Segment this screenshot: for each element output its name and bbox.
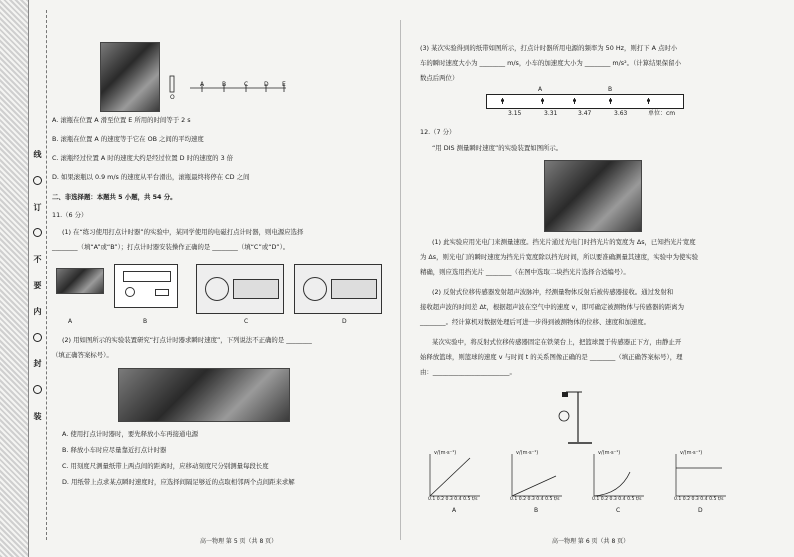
q12-intro: “用 DIS 测量瞬时速度”的实验装置如图所示。 — [432, 144, 563, 152]
device-b-display — [123, 271, 171, 282]
device-a-power-supply — [56, 268, 104, 294]
device-c-timer-mount — [196, 264, 284, 314]
graph-d — [672, 452, 728, 502]
graph-b-ylabel: v/(m·s⁻¹) — [516, 450, 539, 456]
q12-part1-line2: 为 Δs，则光电门的瞬时速度为挡光片宽度除以挡光时间，所以要准确测量其速度，实验中为使实验 — [420, 253, 699, 261]
binding-char: 装 — [33, 411, 42, 420]
q12-part3-line3: 由：________________________。 — [420, 368, 516, 376]
tape-value: 3.63 — [614, 110, 628, 117]
q12-part1-line1: (1) 此实验应用光电门来测量速度。挡光片通过光电门时挡光片的宽度为 Δs，已知挡光片宽度 — [432, 238, 696, 246]
bottle-slide-photo — [100, 42, 160, 112]
device-c-disk — [205, 277, 229, 301]
tape-tick — [610, 98, 611, 104]
q11-part3-line3: 数点后两位） — [420, 74, 459, 82]
question-11-number: 11.（6 分） — [52, 211, 88, 219]
device-b-knob — [125, 287, 135, 297]
paper-tape — [486, 94, 684, 109]
q12-part2-line3: ________。经计算机对数据处理后可进一步得到被测物体的位移、速度和加速度。 — [420, 318, 651, 326]
graph-c-ylabel: v/(m·s⁻¹) — [598, 450, 621, 456]
q11-part2-line1: (2) 用如图所示的实验装置研究“打点计时器求瞬时速度”，下列说法不正确的是 ________ — [62, 336, 312, 344]
bottle-position-figure — [168, 68, 293, 102]
binding-hole — [33, 385, 42, 394]
binding-char: 封 — [33, 359, 42, 368]
tape-tick — [574, 98, 575, 104]
q11-part3-line2: 车的瞬时速度大小为 ________ m/s，小车的加速度大小为 ________ m/s²。（计算结果保留小 — [420, 59, 681, 67]
section-title: 二、非选择题：本题共 5 小题，共 54 分。 — [52, 193, 177, 201]
device-d-timer-mount — [294, 264, 382, 314]
fig-label-b: B — [222, 81, 227, 88]
device-b-timer-box — [114, 264, 178, 308]
graph-c — [590, 452, 646, 502]
binding-strip — [30, 150, 44, 420]
binding-char: 内 — [33, 306, 42, 315]
q11-part2-option-a: A. 使用打点计时器时，要先释放小车再接通电源 — [62, 430, 199, 438]
q11-part2-option-d: D. 用纸带上点求某点瞬时速度时，应选择间隔足够近的点取相邻两个点间距来求解 — [62, 478, 295, 486]
q11-part1-line1: (1) 在“练习使用打点计时器”的实验中，某同学使用的电磁打点计时器，则电源应选择 — [62, 228, 304, 236]
binding-char: 线 — [33, 150, 42, 158]
graph-d-xticks: 0.1 0.2 0.3 0.4 0.5 t/s — [674, 497, 724, 502]
right-page-footer: 高一物理 第 6 页（共 8 页） — [552, 538, 630, 545]
tape-label-a: A — [538, 86, 543, 93]
fig-label-a: A — [200, 81, 205, 88]
tape-unit: 单位：cm — [648, 110, 676, 117]
cart-timer-photo — [118, 368, 290, 422]
device-d-disk — [303, 277, 327, 301]
graph-c-xticks: 0.1 0.2 0.3 0.4 0.5 t/s — [592, 497, 642, 502]
device-label-a: A — [68, 318, 73, 325]
graph-a-xticks: 0.1 0.2 0.3 0.4 0.5 t/s — [428, 497, 478, 502]
q11-part2-option-b: B. 释放小车时应尽量靠近打点计时器 — [62, 446, 167, 454]
tape-value: 3.15 — [508, 110, 522, 117]
q11-part2-line2: （填正确答案标号）。 — [52, 351, 113, 359]
tape-value: 3.47 — [578, 110, 592, 117]
graph-label-b: B — [534, 507, 539, 514]
question-12-number: 12.（7 分） — [420, 128, 456, 136]
tape-label-b: B — [608, 86, 613, 93]
fig-label-e: E — [282, 81, 286, 88]
left-page-footer: 高一物理 第 5 页（共 8 页） — [200, 538, 278, 545]
q12-part3-line1: 某次实验中，将反射式位移传感器固定在铁架台上，把篮球置于传感器正下方，由静止开 — [432, 338, 682, 346]
graph-label-c: C — [616, 507, 621, 514]
option-a: A. 滚瓶在位置 A 滑至位置 E 所用的时间等于 2 s — [52, 116, 191, 124]
binding-char: 订 — [33, 202, 42, 211]
fig-label-d: D — [264, 81, 269, 88]
binding-hole — [33, 176, 42, 185]
graph-b-xticks: 0.1 0.2 0.3 0.4 0.5 t/s — [510, 497, 560, 502]
device-label-d: D — [342, 318, 347, 325]
binding-char: 不 — [33, 255, 42, 264]
q12-part1-line3: 精确，则应选用挡光片 ________（在图中选取二块挡光片选择合适编号）。 — [420, 268, 630, 276]
graph-label-a: A — [452, 507, 457, 514]
binding-margin — [0, 0, 29, 557]
graph-d-ylabel: v/(m·s⁻¹) — [680, 450, 703, 456]
tape-tick — [542, 98, 543, 104]
q11-part1-line2: ________（填“A”或“B”）；打点计时器安装操作正确的是 ________（填“C”或“D”）。 — [52, 243, 290, 251]
device-label-c: C — [244, 318, 249, 325]
q12-part2-line2: 接收超声波的时间差 Δt，根据超声波在空气中的速度 v，即可确定被测物体与传感器的距离为 — [420, 303, 684, 311]
q11-part2-option-c: C. 用刻度尺测量纸带上两点间的距离时，应移动刻度尺分别测量每段长度 — [62, 462, 269, 470]
graph-a-ylabel: v/(m·s⁻¹) — [434, 450, 457, 456]
graph-label-d: D — [698, 507, 703, 514]
graph-b — [508, 452, 564, 502]
tape-tick — [648, 98, 649, 104]
cut-line — [46, 10, 47, 540]
dis-apparatus-photo — [544, 160, 642, 232]
binding-char: 要 — [33, 280, 42, 289]
fig-label-o: O — [170, 94, 175, 101]
device-d-body — [331, 279, 377, 299]
device-label-b: B — [143, 318, 148, 325]
binding-hole — [33, 333, 42, 342]
sensor-stand-figure — [552, 388, 602, 448]
graph-a — [426, 452, 482, 502]
q12-part3-line2: 始释放篮球，则篮球的速度 v 与时间 t 的关系图像正确的是 ________（填正确答案标号），理 — [420, 353, 683, 361]
binding-hole — [33, 228, 42, 237]
fig-label-c: C — [244, 81, 249, 88]
q11-part3-line1: (3) 某次实验得到的纸带如图所示，打点计时器所用电源的频率为 50 Hz，则打下 A 点时小 — [420, 44, 678, 52]
tape-tick — [502, 98, 503, 104]
tape-value: 3.31 — [544, 110, 558, 117]
device-b-switch — [155, 289, 169, 296]
device-c-body — [233, 279, 279, 299]
option-b: B. 滚瓶在位置 A 的速度等于它在 OB 之间的平均速度 — [52, 135, 204, 143]
option-c: C. 滚瓶经过位置 A 时的速度大约是经过位置 D 时的速度的 3 倍 — [52, 154, 234, 162]
q12-part2-line1: (2) 反射式位移传感器发射超声波脉冲，经测量物体反射后被传感器接收。通过发射和 — [432, 288, 674, 296]
option-d: D. 如果滚瓶以 0.9 m/s 的速度从平台滑出，滚瓶最终将停在 CD 之间 — [52, 173, 250, 181]
page-divider — [400, 20, 401, 540]
